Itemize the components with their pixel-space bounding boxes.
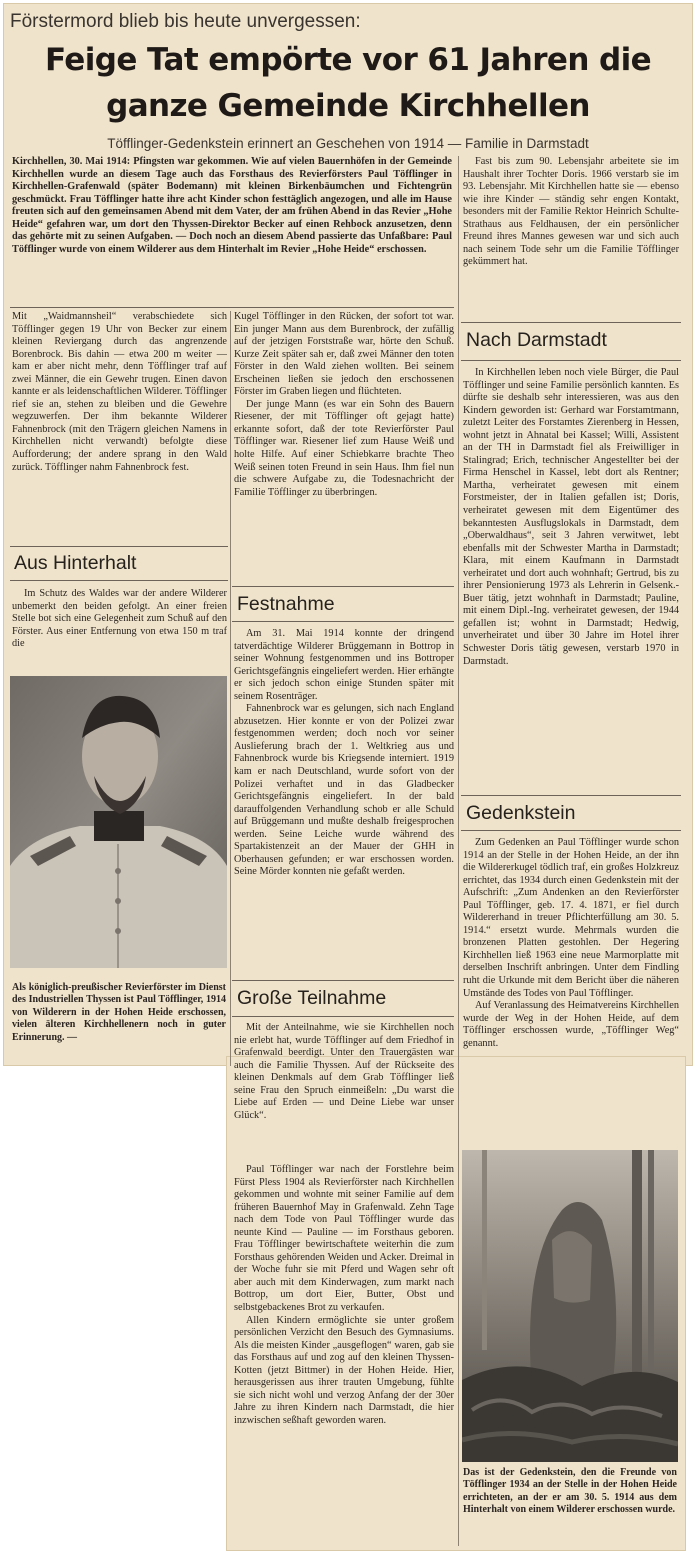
col4-text-a: Paul Töfflinger war nach der Forstlehre beim Fürst Pless 1904 als Revierförster nach Kirchhellen gekommen und wohnte mit seiner Familie auf dem früheren Bauernhof May in Grafenwald. Zehn Tage nach dem Tode von Paul Töfflinger wurde das neunte Kind — Pauline — im Forsthaus geboren. Frau Töfflinger bewirtschaftete weiterhin die zum Forsthaus gehörenden Weiden und Acker. Dreimal in der Woche fuhr sie mit Pferd und Wagen sehr oft aber auch mit dem Kinderwagen, zum markt nach Bottrop, um dort Eier, Butter, Obst und selbstgebackenes Brot zu verkaufen. (234, 1164, 454, 1314)
gedenkstein-article (463, 837, 679, 1143)
col1-divider (10, 546, 228, 547)
darmstadt-text: In Kirchhellen leben noch viele Bürger, die Paul Töfflinger und seine Familie persönlich kannten. Es dürfte sie deshalb sehr interessieren, was aus den Kindern geworden ist: Gerhard war Forstamtmann, zuletzt Leiter des Forstamtes Zierenberg in Hessen, wohnt jetzt in Ahnatal bei Kassel; Willi, Assistent an der TH in Darmstadt fiel als Freiwilliger in Stalingrad; Erich, technischer Angestellter bei der Firma Henschel in Kassel, lebt dort als Rentner; Martha, verheiratet gewesen mit einem Forstmeister, der in Italien gefallen ist; Doris, verheiratet gewesen mit dem Eigentümer des bekanntesten Ausflugslokals in Darmstadt, dem „Oberwaldhaus“, seit 3 Jahren verwitwet, lebt ebenfalls mit der Schwester Martha in Darmstadt; Klara, mit einem Kaufmann in Darmstadt verheiratet und dort auch wohnhaft; Gertrud, bis zu ihrer Pensionierung 1973 als Lehrerin in Gelsenk.-Buer tätig, jetzt wohnhaft in Darmstadt; Pauline, mit einem Dipl.-Ing. verheiratet gewesen, der 1944 gefallen ist; wohnt in Darmstadt; Hedwig, unverheiratet und über 30 Jahre im Hotel ihrer Schwester Doris tätig gewesen, verstarb 1970 in Darmstadt. (463, 367, 679, 667)
section-heading-aus-hinterhalt: Aus Hinterhalt (14, 552, 137, 574)
portrait-photo (10, 676, 227, 968)
portrait-caption: Als königlich-preußischer Revierförster im Dienst des Industriellen Thyssen ist Paul Töfflinger, 1914 von Wilderern in der Hohen Heide erschossen, vielen älteren Kirchhellenern noch in guter Erinnerung. — (12, 982, 226, 1043)
col2-text-a: Kugel Töfflinger in den Rücken, der sofort tot war. Ein junger Mann aus dem Burenbrock, der zufällig auf der jetzigen Forststraße war, hörte den Schuß. Kurze Zeit später sah er, daß zwei Männer den toten Förster in den Wald ziehen wollten. Bei seinem Erscheinen ließen sie jedoch den erschossenen Förster im Graben liegen und flüchteten. (234, 311, 454, 398)
col1-article (12, 311, 227, 541)
festnahme-divider (232, 621, 454, 622)
section-heading-festnahme: Festnahme (237, 593, 335, 615)
lead-paragraph (12, 156, 452, 304)
headline: Feige Tat empörte vor 61 Jahren die ganze Gemeinde Kirchhellen (44, 42, 652, 124)
teilnahme-divider (232, 1016, 454, 1017)
right-top-text: Fast bis zum 90. Lebensjahr arbeitete sie im Haushalt ihrer Tochter Doris. 1966 verstarb sie im 93. Lebensjahr. Mit Kirchhellen hatte sie — ebenso wie ihre Kinder — ständig sehr engen Kontakt, besonders mit der Familie Rektor Heinrich Schulte-Strathaus aus Feldhausen, der ein persönlicher Freund ihres Mannes gewesen war und sich auch nach seinem Tode sehr um die Familie Töfflinger gekümmert hat. (463, 156, 679, 268)
darmstadt-divider (461, 360, 681, 361)
gedenkstein-top-divider (461, 795, 681, 796)
col2-article (234, 311, 454, 583)
col1-text: Mit „Waidmannsheil“ verabschiedete sich Töfflinger gegen 19 Uhr von Becker zur einem kleinen Reviergang durch das angrenzende Borenbrock. Bis dahin — etwa 200 m weiter — kam er aber nicht mehr, denn Töfflinger traf auf zwei Männer, die ein Gewehr trugen. Einen davon kannte er als leidenschaftlichen Wilderer. Töfflinger rief sie an, stehen zu bleiben und die Gewehre wegzuwerfen. Der ihm bekannte Wilderer Fahnenbrock (mit den Trägern gleichen Namens in Kirchhellen nicht verwandt) befolgte diese Aufforderung; der andere sprang in den Wald zurück. Töfflinger nahm Fahnenbrock fest. (12, 311, 227, 473)
festnahme-article (234, 628, 454, 974)
column-rule-1 (230, 311, 231, 1066)
memorial-stone-caption: Das ist der Gedenkstein, den die Freunde von Töfflinger 1934 an der Stelle in der Hohen Heide errichteten, an der er am 30. 5. 1914 aus dem Hinterhalt von einem Wilderer erschossen wurde. (463, 1467, 677, 1516)
teilnahme-text: Mit der Anteilnahme, wie sie Kirchhellen noch nie erlebt hat, wurde Töfflinger auf dem Friedhof in Grafenwald beerdigt. Unter den Trauergästen war auch die Familie Thyssen. Auf der Rückseite des kleinen Denkmals auf dem Grab Töfflinger ließ seine Frau den Spruch einmeißeln: „Du warst die Liebe auf Erden — und Deine Liebe war unser Glück“. (234, 1022, 454, 1121)
col4-text-b: Allen Kindern ermöglichte sie unter großem persönlichen Verzicht den Besuch des Gymnasiums. Als die meisten Kinder „ausgeflogen“ waren, gab sie das Forsthaus auf und zog auf den kleinen Thyssen-Kotten (jetzt Bittmer) in der Hohen Heide. Hier, herausgerissen aus ihrer trauten Umgebung, fühlte sie sich nicht wohl und verzog Anfang der der 30er Jahre zu ihren Kindern nach Darmstadt, die hier inzwischen seßhaft geworden waren. (234, 1314, 454, 1426)
column-rule-2 (458, 156, 459, 1546)
darmstadt-article (463, 367, 679, 791)
col2-text-b: Der junge Mann (es war ein Sohn des Bauern Riesener, der mit Töfflinger oft gejagt hatte) erkannte sofort, daß der tote Revierförster Paul Töfflinger war. Riesener lief zum Hause Weiß und holte Hilfe. Auf einer Schiebkarre brachte Theo Weiß seinen toten Freund in sein Haus. Ihm fiel nun die schwere Aufgabe zu, die Todesnachricht der Familie Töfflinger zu überbringen. (234, 398, 454, 498)
festnahme-top-divider (232, 586, 454, 587)
lead-text: Kirchhellen, 30. Mai 1914: Pfingsten war gekommen. Wie auf vielen Bauernhöfen in der Gemeinde Kirchhellen wurde an diesem Tage auch das Forsthaus des Revierförsters Paul Töfflinger in Kirchhellen-Grafenwald (später Bodemann) mit kleinen Birkenbäumchen und Fichtengrün geschmückt. Frau Töfflinger hatte ihre acht Kinder schon festtäglich angezogen, und alle im Hause freuten sich auf den gemeinsamen Abend mit dem Vater, der am frühen Abend in das Revier „Hohe Heide“ gefahren war, um dort den Thyssen-Direktor Becker auf einen Rehbock anzusetzen, denn das gehörte mit zu seinen Aufgaben. — Doch noch an diesem Abend passierte das Unfaßbare: Paul Töfflinger wurde von einem Wilderer aus dem Hinterhalt im Revier „Hohe Heide“ erschossen. (12, 156, 452, 255)
teilnahme-top-divider (232, 980, 454, 981)
gedenkstein-divider (461, 830, 681, 831)
section-heading-nach-darmstadt: Nach Darmstadt (466, 329, 607, 351)
hinterhalt-text: Im Schutz des Waldes war der andere Wilderer unbemerkt den beiden gefolgt. An einer freien Stelle bot sich eine Gelegenheit zum Schuß auf den Förster. Aus einer Entfernung von etwa 150 m traf die (12, 588, 227, 650)
teilnahme-article (234, 1022, 454, 1158)
hinterhalt-divider (10, 580, 228, 581)
right-top-article (463, 156, 679, 316)
kicker: Förstermord blieb bis heute unvergessen: (10, 11, 361, 32)
lead-divider (10, 307, 454, 308)
gedenkstein-text-b: Auf Veranlassung des Heimatvereins Kirchhellen wurde der Weg in der Hohen Heide, auf dem Töfflinger erschossen wurde, „Töfflinger Weg“ genannt. (463, 1000, 679, 1049)
gedenkstein-text-a: Zum Gedenken an Paul Töfflinger wurde schon 1914 an der Stelle in der Hohen Heide, an der ihn die Wildererkugel tödlich traf, ein großes Holzkreuz errichtet, das 1934 durch einen Gedenkstein mit der Aufschrift: „Zum Andenken an den Revierförster Paul Töfflinger, geb. 17. 4. 1871, er fiel durch Wildererhand in treuer Pflichterfüllung am 30. 5. 1914.“ ersetzt wurde. Mehrmals wurden die bronzenen Platten gestohlen. Der Hegering Kirchhellen ließ 1963 eine neue Marmorplatte mit derselben Inschrift anbringen. Unter dem Findling ruht die Urkunde mit dem Bericht über die näheren Umstände des Todes von Paul Töfflinger. (463, 837, 679, 999)
festnahme-text-a: Am 31. Mai 1914 konnte der dringend tatverdächtige Wilderer Brüggemann in Bottrop in seiner Wohnung festgenommen und ins Bottroper Gerichtsgefängnis eingeliefert werden. Hier erhängte er sich jedoch schon einige Stunden später mit seinem Rosenträger. (234, 628, 454, 702)
darmstadt-top-divider (461, 322, 681, 323)
col4-article (234, 1164, 454, 1544)
section-heading-grosse-teilnahme: Große Teilnahme (237, 987, 387, 1009)
section-heading-gedenkstein: Gedenkstein (466, 802, 576, 824)
memorial-stone-photo (462, 1150, 678, 1462)
festnahme-text-b: Fahnenbrock war es gelungen, sich nach England abzusetzen. Hier konnte er von der Polizei zwar festgenommen werden; doch noch vor seiner Auslieferung brach der 1. Weltkrieg aus und Fahnenbrock wurde bis Kriegsende interniert. 1919 kam er nach Deutschland, wurde sofort von der Polizei verhaftet und in das Gladbecker Gerichtsgefängnis eingeliefert. In der bald darauffolgenden Verhandlung schob er alle Schuld auf Brüggemann und mußte deshalb freigesprochen werden. Seine Leiche wurde während des Spartakistenzeit an der Mauer der GHH in Oberhausen gefunden; er war erschossen worden. Seine Mörder konnten nie gefaßt werden. (234, 703, 454, 878)
subhead: Töfflinger-Gedenkstein erinnert an Geschehen von 1914 — Familie in Darmstadt (107, 136, 589, 151)
hinterhalt-article (12, 588, 227, 672)
